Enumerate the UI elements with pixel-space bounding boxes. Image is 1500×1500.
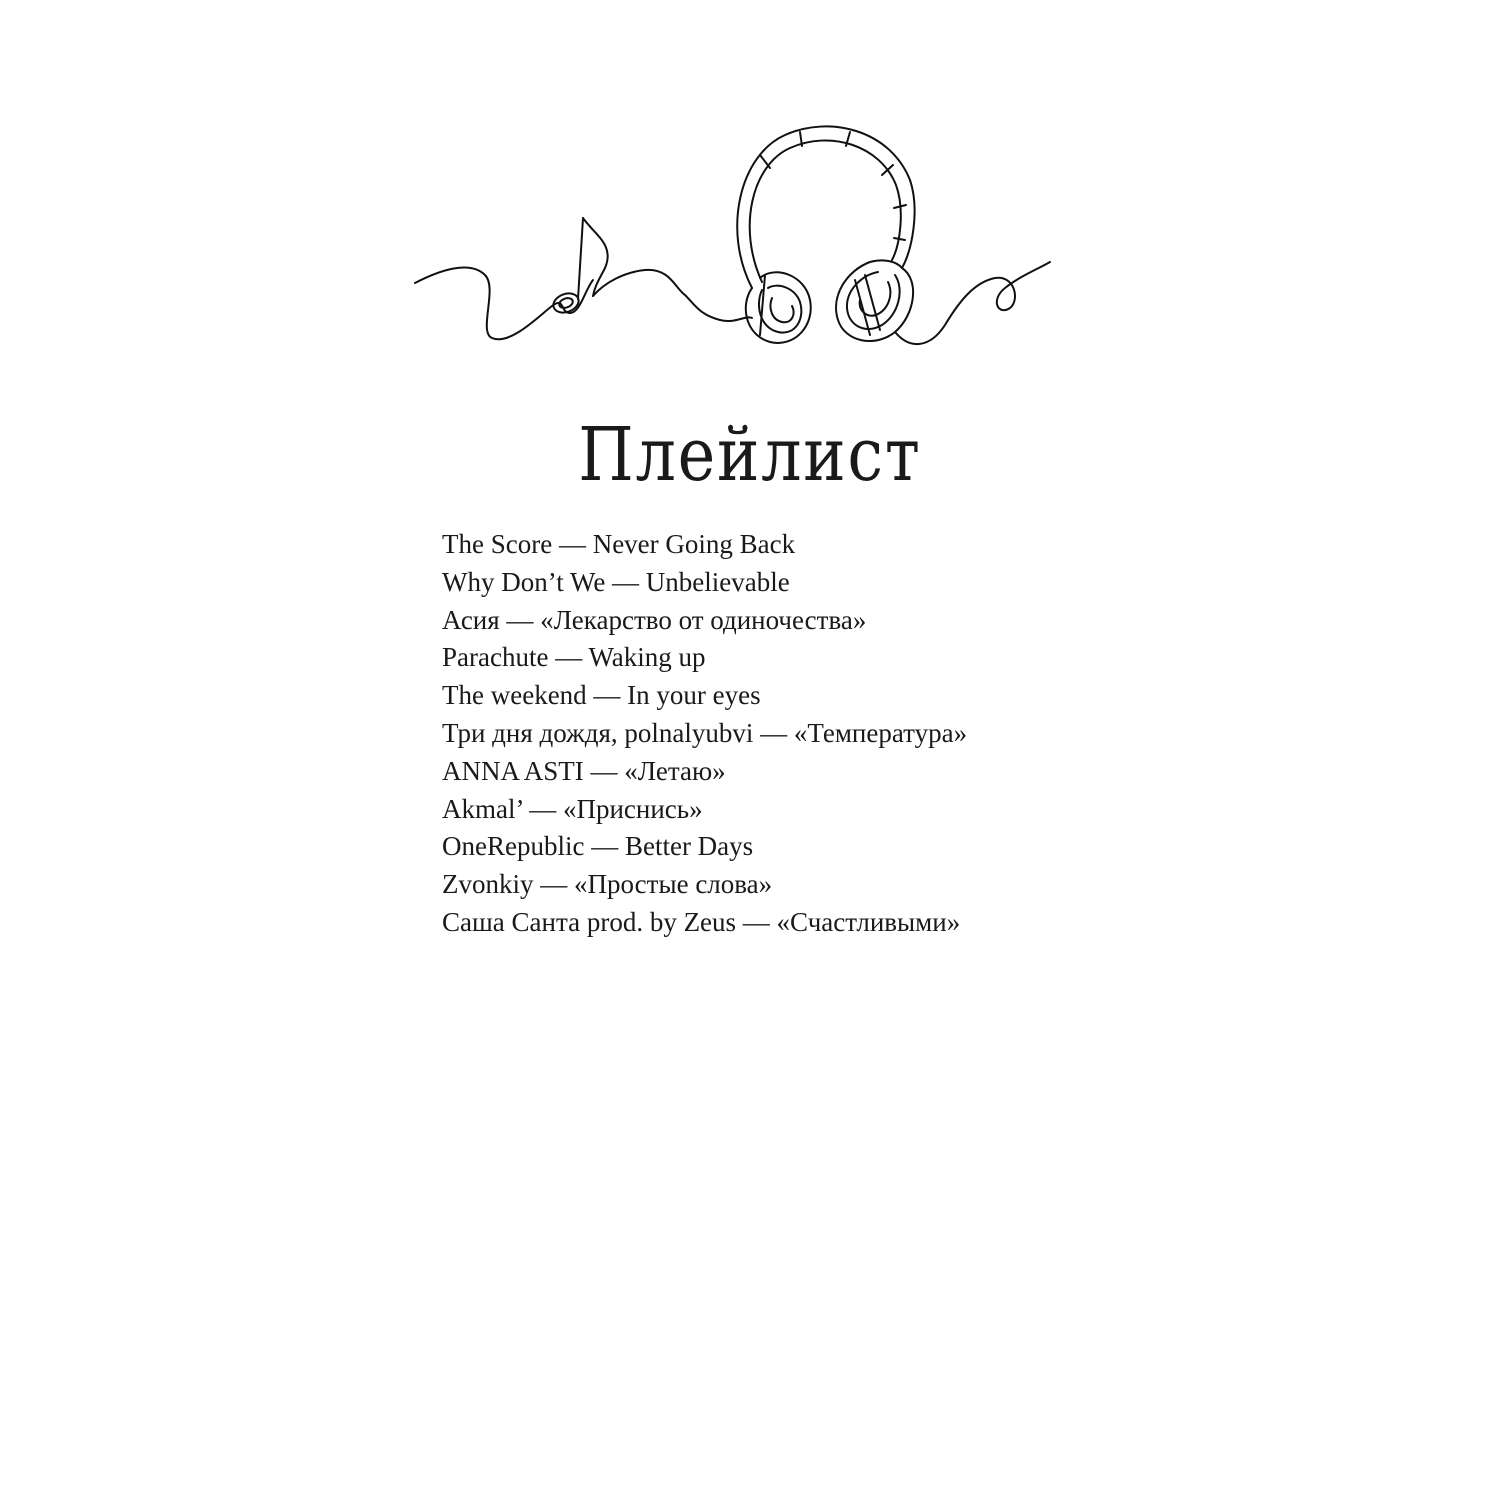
playlist-track: The weekend — In your eyes <box>442 680 761 711</box>
flowing-cord-line <box>415 267 593 339</box>
headphones-icon <box>737 126 914 343</box>
playlist-track: Саша Санта prod. by Zeus — «Счастливыми» <box>442 906 961 937</box>
playlist-track: Parachute — Waking up <box>442 642 706 673</box>
headphones-line-art <box>400 110 1060 370</box>
playlist-track: Akmal’ — «Приснись» <box>442 793 703 824</box>
music-note-icon <box>551 218 608 316</box>
playlist-track: ANNA ASTI — «Летаю» <box>442 755 726 786</box>
playlist-track: OneRepublic — Better Days <box>442 831 754 862</box>
playlist-track: Zvonkiy — «Простые слова» <box>442 869 773 900</box>
playlist-track: The Score — Never Going Back <box>442 529 796 559</box>
playlist <box>442 526 1142 942</box>
playlist-track: Why Don’t We — Unbelievable <box>442 566 790 597</box>
page-title: Плейлист <box>578 412 922 498</box>
music-line-illustration <box>400 110 1060 370</box>
playlist-track: Асия — «Лекарство от одиночества» <box>442 604 867 635</box>
playlist-track: Три дня дождя, polnalyubvi — «Температура» <box>442 717 968 748</box>
